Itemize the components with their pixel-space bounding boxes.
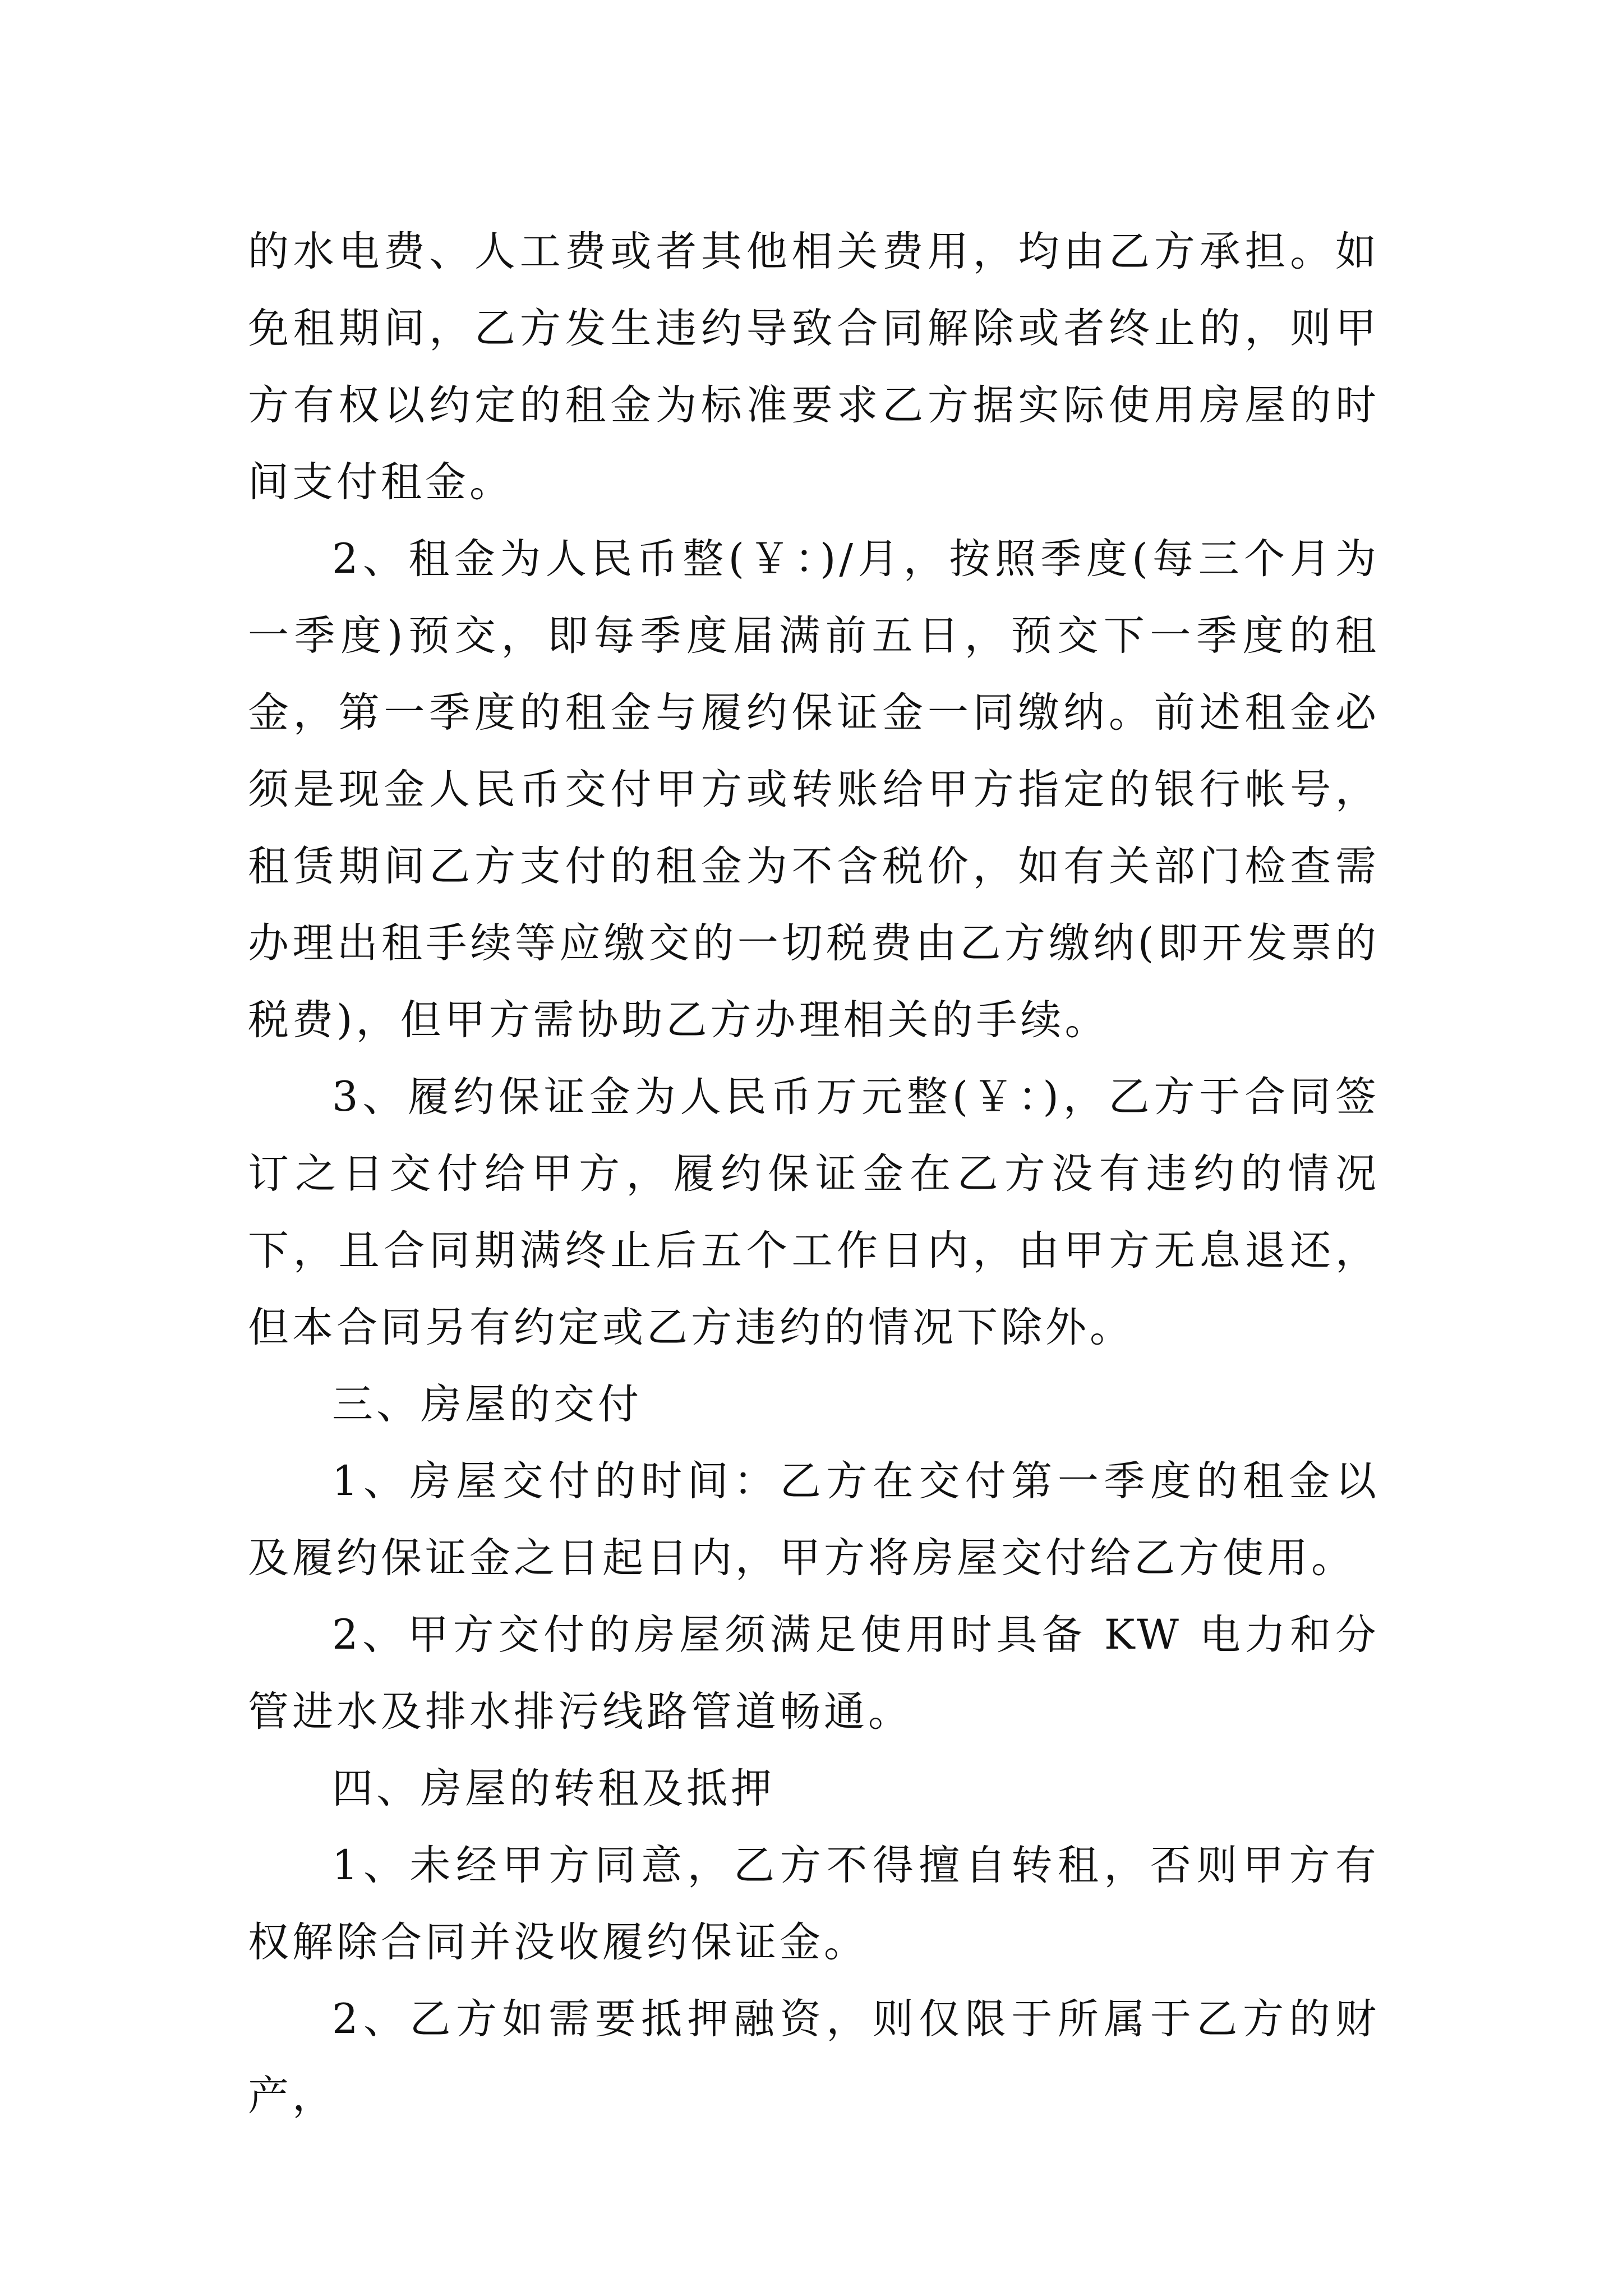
paragraph-delivery-conditions: 2、甲方交付的房屋须满足使用时具备 KW 电力和分管进水及排水排污线路管道畅通。	[248, 1611, 1380, 1736]
paragraph-mortgage: 2、乙方如需要抵押融资，则仅限于所属于乙方的财产，	[248, 1995, 1380, 2120]
paragraph-sublease: 1、未经甲方同意，乙方不得擅自转租，否则甲方有权解除合同并没收履约保证金。	[248, 1842, 1380, 1966]
paragraph-delivery-time: 1、房屋交付的时间：乙方在交付第一季度的租金以及履约保证金之日起日内，甲方将房屋交付给乙方使用。	[248, 1457, 1380, 1582]
paragraph-deposit-clause: 3、履约保证金为人民币万元整(￥：)，乙方于合同签订之日交付给甲方，履约保证金在乙方没有违约的情况下，且合同期满终止后五个工作日内，由甲方无息退还，但本合同另有约定或乙方违约的情况下除外。	[248, 1073, 1380, 1351]
paragraph-continuation: 的水电费、人工费或者其他相关费用，均由乙方承担。如免租期间，乙方发生违约导致合同解除或者终止的，则甲方有权以约定的租金为标准要求乙方据实际使用房屋的时间支付租金。	[248, 228, 1380, 506]
section-heading-sublease: 四、房屋的转租及抵押	[332, 1765, 775, 1812]
document-page	[248, 213, 1380, 2134]
section-heading-delivery: 三、房屋的交付	[332, 1381, 642, 1428]
paragraph-rent-clause: 2、租金为人民币整(￥：)/月，按照季度(每三个月为一季度)预交，即每季度届满前五日，预交下一季度的租金，第一季度的租金与履约保证金一同缴纳。前述租金必须是现金人民币交付甲方或转账给甲方指定的银行帐号，租赁期间乙方支付的租金为不含税价，如有关部门检查需办理出租手续等应缴交的一切税费由乙方缴纳(即开发票的税费)，但甲方需协助乙方办理相关的手续。	[248, 535, 1380, 1044]
